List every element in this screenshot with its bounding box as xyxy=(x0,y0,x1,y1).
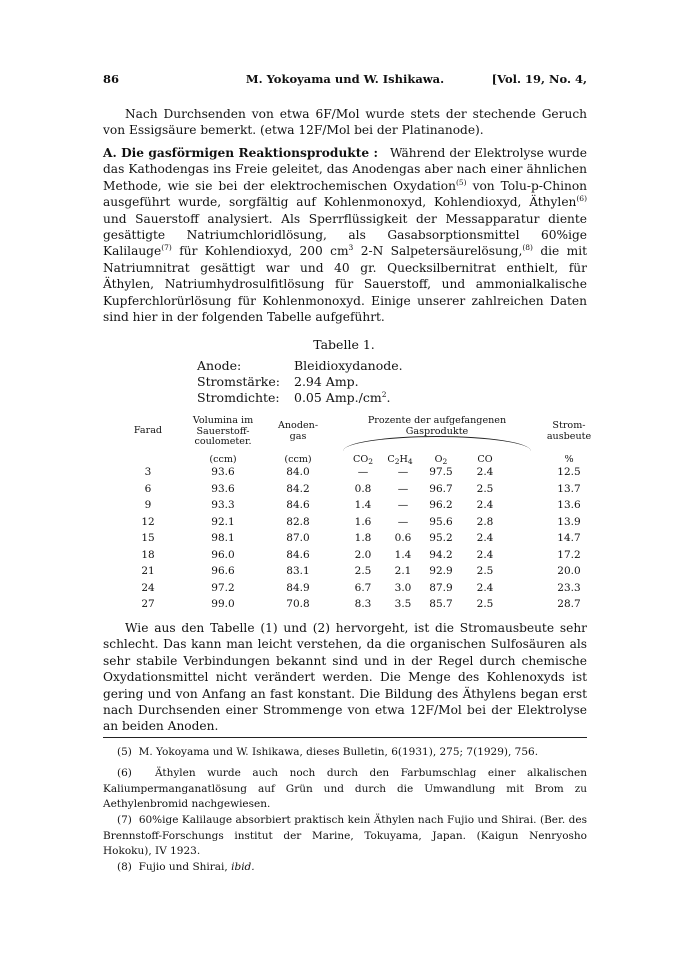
cell-volumina: 97.2 xyxy=(211,581,235,594)
ref-7: (7) xyxy=(161,243,172,253)
cell-co: 2.5 xyxy=(476,565,494,577)
header-line: Strom- xyxy=(552,420,586,431)
cell-o2: 96.2 xyxy=(429,499,453,511)
header-line: Anoden- xyxy=(277,420,319,431)
cell-farad: 18 xyxy=(141,548,155,561)
cell-co2: 2.5 xyxy=(354,565,372,577)
header-line: ausbeute xyxy=(546,430,592,442)
unit-superscript: 2 xyxy=(381,390,387,399)
cell-co: 2.8 xyxy=(476,515,494,528)
cell-farad: 9 xyxy=(144,499,152,511)
footnote-divider xyxy=(103,737,587,738)
cell-stromausbeute: 17.2 xyxy=(557,548,581,561)
unit-co: CO xyxy=(477,454,493,465)
condition-label: Anode: xyxy=(197,358,242,373)
cell-o2: 96.7 xyxy=(429,482,453,495)
cell-stromausbeute: 23.3 xyxy=(557,581,581,594)
header-brace xyxy=(343,436,531,451)
header-line: Sauerstoff- xyxy=(196,425,250,437)
cell-anodengas: 84.9 xyxy=(286,581,310,594)
unit-volume: (ccm) xyxy=(209,454,237,465)
footnote-text: Fujio und Shirai, xyxy=(138,861,228,873)
footnote-text: M. Yokoyama und W. Ishikawa, dieses Bulletin, 6(1931), 275; 7(1929), 756. xyxy=(138,746,539,758)
condition-label: Stromstärke: xyxy=(197,374,280,389)
cell-stromausbeute: 13.9 xyxy=(557,515,581,528)
cell-o2: 94.2 xyxy=(429,548,453,561)
cell-co2: 2.0 xyxy=(354,548,372,561)
cell-c2h4: — xyxy=(397,466,409,478)
condition-anode xyxy=(197,358,403,374)
unit-text: C xyxy=(387,454,395,465)
condition-value: 2.94 Amp. xyxy=(294,374,359,389)
cell-c2h4: — xyxy=(397,482,409,495)
cell-volumina: 92.1 xyxy=(211,515,235,528)
paragraph-text: die mit Natriumnitrat gesättigt war und 40 gr. Quecksilbernitrat enthielt, für Äthylen, Natriumhydrosulfitlösung für Sauerstoff, und ammonialkalische Kupferchlorürlösung für Kohlenmonoxyd. Einige unserer zahlreichen Daten sind hier in der folgenden Tabelle aufgeführt. xyxy=(103,244,587,325)
volume-info: [Vol. 19, No. 4, xyxy=(491,72,587,86)
cell-o2: 95.6 xyxy=(429,515,453,528)
condition-current xyxy=(197,374,359,390)
paragraph-discussion xyxy=(103,620,587,735)
cell-o2: 92.9 xyxy=(429,565,453,577)
header-volumina xyxy=(183,416,263,448)
cell-co2: — xyxy=(357,466,369,478)
cell-volumina: 93.6 xyxy=(211,482,235,495)
cell-stromausbeute: 13.7 xyxy=(557,482,581,495)
unit-c2h4 xyxy=(380,454,420,465)
cell-co2: 8.3 xyxy=(354,598,372,610)
cell-stromausbeute: 20.0 xyxy=(557,565,581,577)
cell-anodengas: 84.6 xyxy=(286,499,310,511)
cell-c2h4: — xyxy=(397,499,409,511)
unit-sub: 2 xyxy=(368,457,373,466)
header-line: coulometer. xyxy=(194,436,252,447)
paragraph-text: für Kohlendioxyd, 200 cm xyxy=(179,244,349,259)
cell-anodengas: 70.8 xyxy=(286,598,310,610)
footnote-text: Äthylen wurde auch noch durch den Farbumschlag einer alkalischen Kaliumpermanganatlösung auf Grün und durch die Umwandlung mit Brom zu Aethylenbromid nachgewiesen. xyxy=(103,767,587,811)
section-heading: A. Die gasförmigen Reaktionsprodukte : xyxy=(103,146,379,160)
unit-sub: 2 xyxy=(394,457,400,466)
paragraph-gas-products xyxy=(103,145,587,325)
cell-volumina: 96.6 xyxy=(211,565,235,577)
cell-volumina: 96.0 xyxy=(211,548,235,561)
cell-o2: 87.9 xyxy=(429,581,453,594)
cell-anodengas: 87.0 xyxy=(286,532,310,544)
cell-farad: 24 xyxy=(141,581,155,594)
footnote-6 xyxy=(103,766,587,813)
header-anodengas xyxy=(268,421,328,442)
header-line: Volumina im xyxy=(192,415,254,426)
cell-o2: 85.7 xyxy=(429,598,453,610)
cell-volumina: 99.0 xyxy=(211,598,235,610)
cell-farad: 27 xyxy=(141,598,155,610)
unit-text: O xyxy=(434,454,443,465)
paragraph-essigsaeure xyxy=(103,106,587,139)
unit-co2 xyxy=(343,454,383,465)
cell-farad: 15 xyxy=(141,532,155,544)
paragraph-text: 2-N Salpetersäurelösung, xyxy=(360,244,523,259)
unit-text: H xyxy=(399,454,408,465)
footnote-text: 60%ige Kalilauge absorbiert praktisch kein Äthylen nach Fujio und Shirai. (Ber. des Brennstoff-Forschungs institut der Marine, Tokuyama, Japan. (Kaigun Nenryosho Hokoku), IV 1923. xyxy=(103,814,587,858)
cell-c2h4: 1.4 xyxy=(394,548,412,561)
paragraph-text: Während der Elektrolyse wurde das Kathodengas ins Freie geleitet, das Anodengas aber nach einer ähnlichen Methode, wie sie bei der elektrochemischen Oxydation xyxy=(103,146,588,193)
cell-co: 2.5 xyxy=(476,482,494,495)
cell-co2: 1.8 xyxy=(354,532,372,544)
cell-o2: 97.5 xyxy=(429,466,453,478)
header-line: Gasprodukte xyxy=(405,425,469,437)
cell-volumina: 98.1 xyxy=(211,532,235,544)
footnote-number: (8) xyxy=(117,861,132,873)
header-stromausbeute xyxy=(543,421,595,442)
unit-sub: 4 xyxy=(407,457,413,466)
cell-stromausbeute: 12.5 xyxy=(557,466,581,478)
cell-o2: 95.2 xyxy=(429,532,453,544)
page-number: 86 xyxy=(103,72,120,86)
cell-anodengas: 82.8 xyxy=(286,515,310,528)
condition-value: 0.05 Amp./cm xyxy=(294,390,382,405)
cell-stromausbeute: 14.7 xyxy=(557,532,581,544)
unit-sub: 2 xyxy=(442,457,448,466)
cell-co: 2.4 xyxy=(476,532,494,544)
cm3-superscript: 3 xyxy=(348,243,354,253)
cell-c2h4: 0.6 xyxy=(394,532,412,544)
footnote-number: (7) xyxy=(117,814,132,826)
cell-volumina: 93.6 xyxy=(211,466,235,478)
cell-co: 2.4 xyxy=(476,499,494,511)
cell-farad: 6 xyxy=(144,482,152,495)
condition-value: Bleidioxydanode. xyxy=(294,358,403,373)
ref-5: (5) xyxy=(455,177,467,187)
unit-percent: % xyxy=(564,454,574,465)
cell-farad: 3 xyxy=(144,466,152,478)
cell-anodengas: 84.2 xyxy=(286,482,310,495)
header-line: Prozente der aufgefangenen xyxy=(367,415,507,426)
cell-c2h4: 2.1 xyxy=(394,565,412,577)
condition-current-density xyxy=(197,390,391,406)
cell-co: 2.4 xyxy=(476,466,494,478)
header-prozente xyxy=(337,416,537,437)
cell-co2: 1.6 xyxy=(354,515,372,528)
cell-anodengas: 83.1 xyxy=(286,565,310,577)
cell-c2h4: 3.0 xyxy=(394,581,412,594)
running-title: M. Yokoyama und W. Ishikawa. xyxy=(245,72,445,86)
condition-value-end: . xyxy=(386,390,391,405)
paragraph-text: von Tolu-p-Chinon ausgeführt wurde, sorgfältig auf Kohlenmonoxyd, Kohlendioxyd, Äthylen xyxy=(103,178,588,210)
cell-co2: 1.4 xyxy=(354,499,372,511)
header-farad: Farad xyxy=(133,425,163,436)
cell-volumina: 93.3 xyxy=(211,499,235,511)
footnote-number: (6) xyxy=(117,767,132,779)
cell-c2h4: — xyxy=(397,515,409,528)
paragraph-text: Wie aus den Tabelle (1) und (2) hervorgeht, ist die Stromausbeute sehr schlecht. Das kann man leicht verstehen, da die organischen Sulfosäuren als sehr stabile Verbindungen bekannt sind und in der Regel durch chemische Oxydationsmittel nicht verändert werden. Die Menge des Kohlenoxyds ist gering und von Anfang an fast konstant. Die Bildung des Äthylens began erst nach Durchsenden einer Strommenge von etwa 12F/Mol bei der Elektrolyse an beiden Anoden. xyxy=(103,621,587,734)
unit-text: CO xyxy=(353,454,369,465)
ref-6: (6) xyxy=(576,194,587,204)
paragraph-text: Nach Durchsenden von etwa 6F/Mol wurde stets der stechende Geruch von Essigsäure bemerkt. (etwa 12F/Mol bei der Platinanode). xyxy=(103,107,587,138)
ref-8: (8) xyxy=(522,243,533,253)
unit-o2 xyxy=(421,454,461,465)
cell-co: 2.4 xyxy=(476,581,494,594)
cell-co: 2.5 xyxy=(476,598,494,610)
footnote-8 xyxy=(103,860,587,876)
cell-farad: 12 xyxy=(141,515,155,528)
cell-anodengas: 84.0 xyxy=(286,466,310,478)
cell-c2h4: 3.5 xyxy=(394,598,412,610)
cell-stromausbeute: 13.6 xyxy=(557,499,581,511)
paragraph-text: und Sauerstoff analysiert. Als Sperrflüssigkeit der Messapparatur diente gesättigte Natriumchloridlösung, als Gasabsorptionsmittel 60%ige Kalilauge xyxy=(103,211,587,259)
cell-co2: 0.8 xyxy=(354,482,372,495)
cell-co: 2.4 xyxy=(476,548,494,561)
cell-stromausbeute: 28.7 xyxy=(557,598,581,610)
cell-farad: 21 xyxy=(141,565,155,577)
page-header xyxy=(103,72,587,88)
footnote-number: (5) xyxy=(117,746,132,758)
footnote-5 xyxy=(103,745,587,761)
unit-anodengas: (ccm) xyxy=(284,454,312,465)
condition-label: Stromdichte: xyxy=(197,390,280,405)
cell-anodengas: 84.6 xyxy=(286,548,310,561)
table-title: Tabelle 1. xyxy=(313,337,375,352)
cell-co2: 6.7 xyxy=(354,581,372,594)
header-line: gas xyxy=(289,430,307,442)
footnote-ibid: ibid. xyxy=(231,861,255,873)
footnote-7 xyxy=(103,813,587,860)
